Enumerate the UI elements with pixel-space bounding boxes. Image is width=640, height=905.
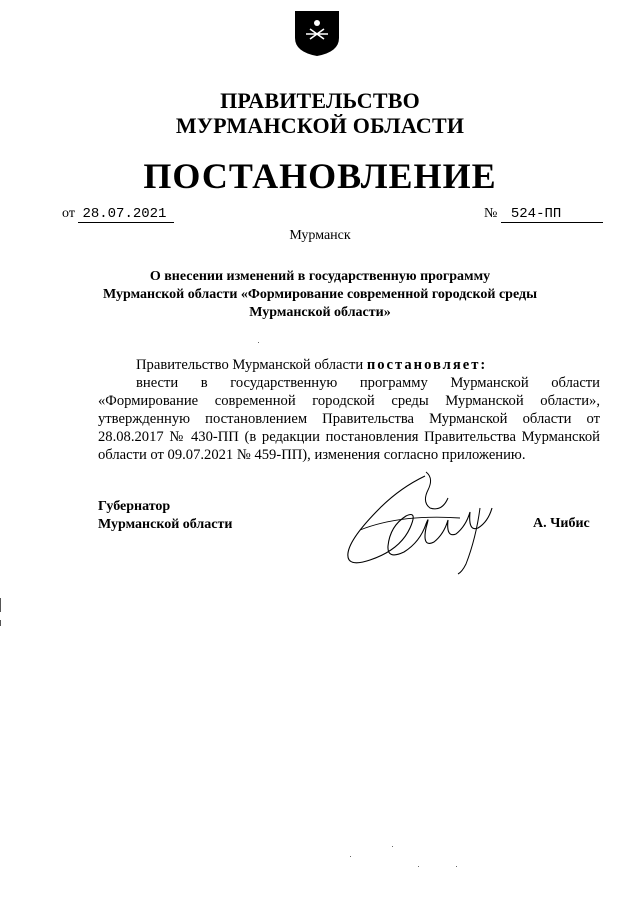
decree-intro-text: Правительство Мурманской области <box>136 357 364 373</box>
scan-speck-1 <box>350 856 351 857</box>
document-date: 28.07.2021 <box>78 207 174 223</box>
document-type-title: ПОСТАНОВЛЕНИЕ <box>143 156 497 196</box>
decree-word: постановляет: <box>366 357 488 373</box>
signer-title-line2: Мурманской области <box>98 517 233 532</box>
coat-of-arms-icon <box>292 8 342 58</box>
number-row <box>484 206 603 223</box>
date-row <box>62 206 174 223</box>
scan-speck-3 <box>418 866 419 867</box>
government-name-line2: МУРМАНСКОЙ ОБЛАСТИ <box>175 113 465 138</box>
scan-speck-2 <box>392 846 393 847</box>
scan-speck-4 <box>456 866 457 867</box>
date-prefix: от <box>62 206 75 221</box>
handwritten-signature <box>330 468 510 578</box>
city-name: Мурманск <box>289 228 351 243</box>
margin-mark-1 <box>0 598 1 612</box>
document-body <box>98 356 600 464</box>
decree-paragraph: внести в государственную программу Мурманской области «Формирование современной городской среды Мурманской области», утвержденную постановлением Правительства Мурманской области от 28.08.2017 № 430-ПП (в редакции постановления Правительства Мурманской области от 09.07.2021 № 459-ПП), изменения согласно приложению. <box>98 375 600 463</box>
signer-name: А. Чибис <box>533 516 590 531</box>
number-prefix: № <box>484 206 498 221</box>
margin-mark-2 <box>0 620 1 626</box>
document-number: 524-ПП <box>501 207 603 223</box>
signer-title-line1: Губернатор <box>98 499 171 514</box>
subject-line1: О внесении изменений в государственную программу <box>149 269 491 284</box>
scan-speck-5 <box>258 342 259 343</box>
signer-title <box>98 498 232 534</box>
subject-line2: Мурманской области «Формирование современной городской среды <box>102 287 538 302</box>
subject-line3: Мурманской области» <box>249 305 391 320</box>
decree-intro <box>98 356 600 374</box>
document-subject <box>80 268 560 322</box>
government-name-line1: ПРАВИТЕЛЬСТВО <box>220 88 420 113</box>
